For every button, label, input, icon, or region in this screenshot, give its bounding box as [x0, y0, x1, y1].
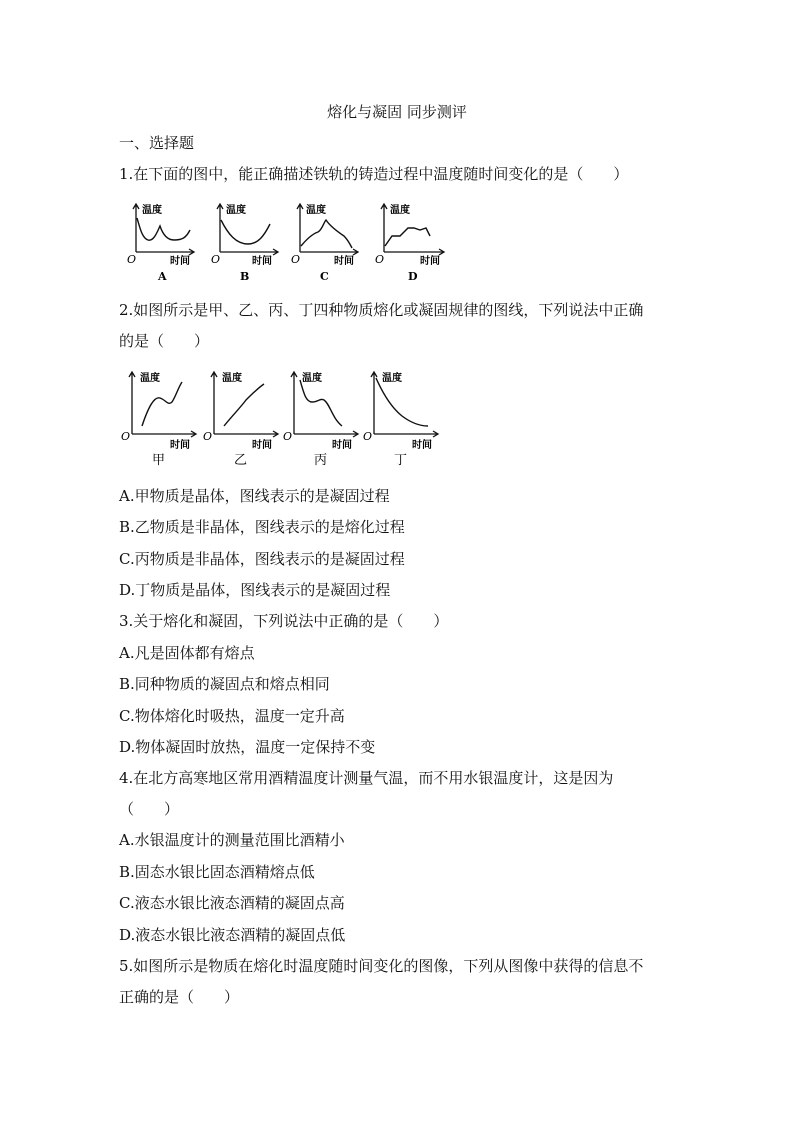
- y-axis-label: 温度: [142, 205, 162, 216]
- document-title: 熔化与凝固 同步测评: [327, 103, 467, 121]
- graph-caption: B: [240, 270, 250, 283]
- question-2-option-a: A.甲物质是晶体，图线表示的是凝固过程: [119, 487, 390, 505]
- q1-graph-b: [210, 200, 282, 286]
- question-5-stem-line-1: 5.如图所示是物质在熔化时温度随时间变化的图像，下列从图像中获得的信息不: [119, 957, 644, 975]
- question-4-option-c: C.液态水银比液态酒精的凝固点高: [119, 894, 345, 912]
- question-3-option-d: D.物体凝固时放热，温度一定保持不变: [119, 738, 376, 756]
- y-axis-label: 温度: [306, 205, 326, 216]
- question-4-stem-line-1: 4.在北方高寒地区常用酒精温度计测量气温，而不用水银温度计，这是因为: [119, 769, 614, 787]
- graph-caption: A: [158, 270, 167, 283]
- question-2-option-d: D.丁物质是晶体，图线表示的是凝固过程: [119, 581, 391, 599]
- origin-label: O: [283, 430, 293, 443]
- q2-graph-bing: [282, 368, 360, 468]
- question-3-option-c: C.物体熔化时吸热，温度一定升高: [119, 707, 345, 725]
- y-axis-label: 温度: [140, 373, 160, 384]
- x-axis-label: 时间: [412, 440, 432, 451]
- graph-caption: C: [320, 270, 329, 283]
- question-2-stem-line-2: 的是（ ）: [119, 332, 210, 350]
- question-4-option-d: D.液态水银比液态酒精的凝固点低: [119, 926, 346, 944]
- origin-label: O: [121, 430, 131, 443]
- x-axis-label: 时间: [170, 440, 190, 451]
- origin-label: O: [127, 253, 137, 266]
- question-4-option-a: A.水银温度计的测量范围比酒精小: [119, 831, 345, 849]
- origin-label: O: [211, 253, 221, 266]
- y-axis-label: 温度: [226, 205, 246, 216]
- question-4-option-b: B.固态水银比固态酒精熔点低: [119, 863, 315, 881]
- x-axis-label: 时间: [332, 440, 352, 451]
- x-axis-label: 时间: [334, 256, 354, 267]
- x-axis-label: 时间: [420, 256, 440, 267]
- question-5-stem-line-2: 正确的是（ ）: [119, 988, 240, 1006]
- graph-caption: 丙: [314, 453, 328, 468]
- y-axis-label: 温度: [390, 205, 410, 216]
- question-2-option-c: C.丙物质是非晶体，图线表示的是凝固过程: [119, 550, 405, 568]
- question-2-stem-line-1: 2.如图所示是甲、乙、丙、丁四种物质熔化或凝固规律的图线，下列说法中正确: [119, 301, 644, 319]
- question-3-stem: 3.关于熔化和凝固，下列说法中正确的是（ ）: [119, 612, 449, 630]
- question-4-stem-line-2: （ ）: [119, 800, 180, 818]
- x-axis-label: 时间: [252, 440, 272, 451]
- graph-caption: D: [408, 270, 418, 283]
- section-heading: 一、选择题: [119, 134, 195, 152]
- q1-graph-d: [374, 200, 450, 286]
- y-axis-label: 温度: [302, 373, 322, 384]
- origin-label: O: [291, 253, 301, 266]
- x-axis-label: 时间: [252, 256, 272, 267]
- origin-label: O: [375, 253, 385, 266]
- graph-caption: 甲: [152, 453, 166, 468]
- question-3-option-a: A.凡是固体都有熔点: [119, 644, 255, 662]
- q1-graph-a: [126, 200, 198, 286]
- question-3-option-b: B.同种物质的凝固点和熔点相同: [119, 675, 330, 693]
- y-axis-label: 温度: [222, 373, 242, 384]
- q1-graph-c: [290, 200, 362, 286]
- question-2-option-b: B.乙物质是非晶体，图线表示的是熔化过程: [119, 518, 405, 536]
- x-axis-label: 时间: [170, 256, 190, 267]
- graph-caption: 乙: [234, 453, 248, 468]
- q2-graph-jia: [120, 368, 198, 468]
- graph-caption: 丁: [394, 453, 408, 468]
- y-axis-label: 温度: [382, 373, 402, 384]
- q2-graph-yi: [202, 368, 280, 468]
- origin-label: O: [363, 430, 373, 443]
- origin-label: O: [203, 430, 213, 443]
- question-1-stem: 1.在下面的图中，能正确描述铁轨的铸造过程中温度随时间变化的是（ ）: [119, 165, 629, 183]
- q2-graph-ding: [362, 368, 440, 468]
